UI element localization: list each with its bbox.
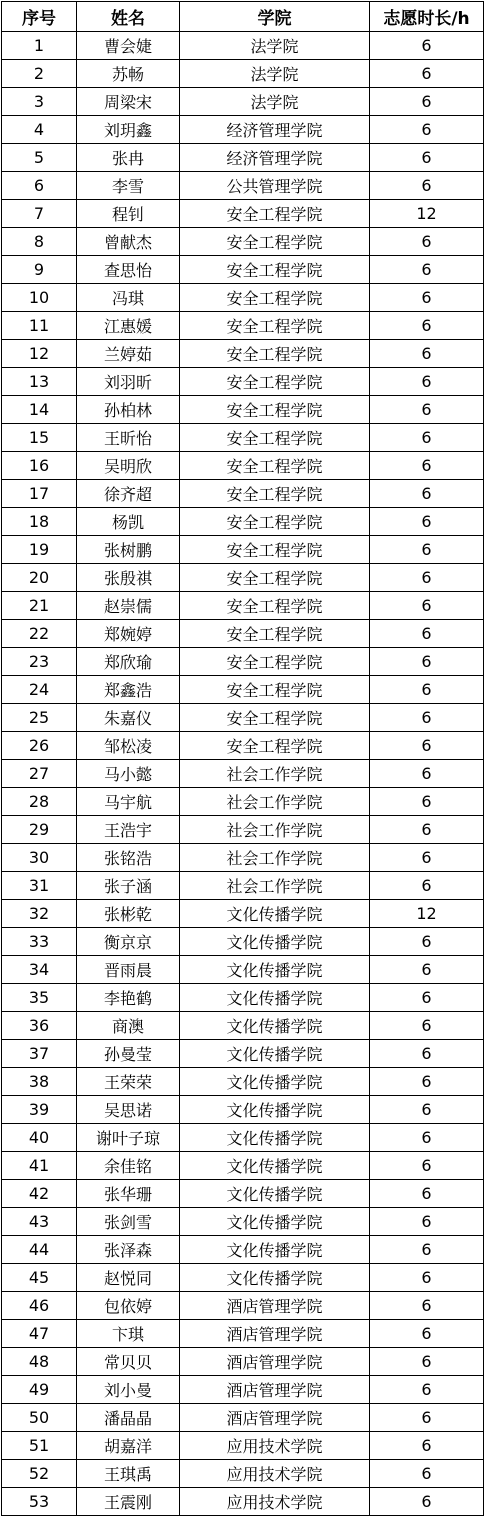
cell-hours: 6 bbox=[370, 396, 484, 424]
cell-name: 商澳 bbox=[77, 1012, 180, 1040]
cell-index: 45 bbox=[2, 1264, 77, 1292]
cell-index: 10 bbox=[2, 284, 77, 312]
cell-college: 文化传播学院 bbox=[180, 1012, 370, 1040]
cell-hours: 6 bbox=[370, 872, 484, 900]
cell-college: 安全工程学院 bbox=[180, 732, 370, 760]
cell-hours: 6 bbox=[370, 1068, 484, 1096]
cell-hours: 6 bbox=[370, 340, 484, 368]
cell-index: 4 bbox=[2, 116, 77, 144]
cell-college: 文化传播学院 bbox=[180, 1208, 370, 1236]
cell-index: 2 bbox=[2, 60, 77, 88]
cell-college: 经济管理学院 bbox=[180, 116, 370, 144]
cell-name: 吴明欣 bbox=[77, 452, 180, 480]
table-row bbox=[2, 1096, 484, 1124]
table-row bbox=[2, 256, 484, 284]
cell-index: 6 bbox=[2, 172, 77, 200]
cell-college: 社会工作学院 bbox=[180, 844, 370, 872]
cell-hours: 6 bbox=[370, 956, 484, 984]
cell-index: 28 bbox=[2, 788, 77, 816]
cell-college: 文化传播学院 bbox=[180, 1124, 370, 1152]
cell-college: 安全工程学院 bbox=[180, 480, 370, 508]
cell-name: 曾献杰 bbox=[77, 228, 180, 256]
cell-index: 24 bbox=[2, 676, 77, 704]
cell-hours: 6 bbox=[370, 368, 484, 396]
cell-college: 社会工作学院 bbox=[180, 816, 370, 844]
table-row bbox=[2, 900, 484, 928]
cell-hours: 6 bbox=[370, 1180, 484, 1208]
cell-name: 程钊 bbox=[77, 200, 180, 228]
cell-college: 社会工作学院 bbox=[180, 872, 370, 900]
table-row bbox=[2, 844, 484, 872]
cell-name: 张冉 bbox=[77, 144, 180, 172]
table-header bbox=[2, 2, 484, 32]
cell-hours: 6 bbox=[370, 1348, 484, 1376]
header-index: 序号 bbox=[2, 2, 77, 32]
cell-college: 文化传播学院 bbox=[180, 984, 370, 1012]
cell-name: 周梁宋 bbox=[77, 88, 180, 116]
table-row bbox=[2, 1152, 484, 1180]
cell-college: 酒店管理学院 bbox=[180, 1292, 370, 1320]
cell-college: 应用技术学院 bbox=[180, 1488, 370, 1516]
cell-index: 39 bbox=[2, 1096, 77, 1124]
cell-hours: 6 bbox=[370, 1264, 484, 1292]
cell-college: 安全工程学院 bbox=[180, 284, 370, 312]
cell-index: 51 bbox=[2, 1432, 77, 1460]
cell-college: 安全工程学院 bbox=[180, 704, 370, 732]
cell-index: 47 bbox=[2, 1320, 77, 1348]
table-row bbox=[2, 116, 484, 144]
table-row bbox=[2, 368, 484, 396]
cell-college: 安全工程学院 bbox=[180, 536, 370, 564]
table-row bbox=[2, 172, 484, 200]
cell-college: 安全工程学院 bbox=[180, 452, 370, 480]
table-row bbox=[2, 200, 484, 228]
table-row bbox=[2, 480, 484, 508]
table-row bbox=[2, 1236, 484, 1264]
cell-hours: 6 bbox=[370, 1236, 484, 1264]
cell-name: 郑欣瑜 bbox=[77, 648, 180, 676]
cell-hours: 12 bbox=[370, 200, 484, 228]
table-row bbox=[2, 704, 484, 732]
cell-index: 46 bbox=[2, 1292, 77, 1320]
cell-hours: 6 bbox=[370, 60, 484, 88]
cell-hours: 6 bbox=[370, 1292, 484, 1320]
cell-hours: 6 bbox=[370, 984, 484, 1012]
table-row bbox=[2, 732, 484, 760]
cell-college: 文化传播学院 bbox=[180, 1180, 370, 1208]
table-row bbox=[2, 60, 484, 88]
cell-index: 17 bbox=[2, 480, 77, 508]
cell-index: 27 bbox=[2, 760, 77, 788]
cell-college: 社会工作学院 bbox=[180, 760, 370, 788]
cell-hours: 6 bbox=[370, 312, 484, 340]
cell-index: 26 bbox=[2, 732, 77, 760]
cell-name: 刘羽昕 bbox=[77, 368, 180, 396]
cell-index: 44 bbox=[2, 1236, 77, 1264]
cell-name: 张子涵 bbox=[77, 872, 180, 900]
cell-hours: 6 bbox=[370, 676, 484, 704]
cell-index: 42 bbox=[2, 1180, 77, 1208]
cell-college: 安全工程学院 bbox=[180, 340, 370, 368]
cell-college: 酒店管理学院 bbox=[180, 1348, 370, 1376]
cell-hours: 6 bbox=[370, 1096, 484, 1124]
cell-hours: 6 bbox=[370, 1320, 484, 1348]
cell-name: 查思怡 bbox=[77, 256, 180, 284]
cell-name: 晋雨晨 bbox=[77, 956, 180, 984]
cell-college: 安全工程学院 bbox=[180, 676, 370, 704]
cell-name: 孙柏林 bbox=[77, 396, 180, 424]
table-row bbox=[2, 1124, 484, 1152]
cell-college: 文化传播学院 bbox=[180, 1264, 370, 1292]
cell-college: 安全工程学院 bbox=[180, 228, 370, 256]
cell-college: 应用技术学院 bbox=[180, 1460, 370, 1488]
cell-hours: 6 bbox=[370, 1012, 484, 1040]
table-row bbox=[2, 1348, 484, 1376]
cell-index: 3 bbox=[2, 88, 77, 116]
table-row bbox=[2, 508, 484, 536]
cell-name: 苏畅 bbox=[77, 60, 180, 88]
cell-index: 36 bbox=[2, 1012, 77, 1040]
table-row bbox=[2, 928, 484, 956]
table-row bbox=[2, 312, 484, 340]
table-row bbox=[2, 144, 484, 172]
cell-name: 潘晶晶 bbox=[77, 1404, 180, 1432]
table-row bbox=[2, 1012, 484, 1040]
table-row bbox=[2, 88, 484, 116]
cell-hours: 6 bbox=[370, 564, 484, 592]
cell-college: 公共管理学院 bbox=[180, 172, 370, 200]
cell-name: 曹会婕 bbox=[77, 32, 180, 60]
cell-name: 邹松凌 bbox=[77, 732, 180, 760]
cell-name: 徐齐超 bbox=[77, 480, 180, 508]
cell-index: 30 bbox=[2, 844, 77, 872]
cell-name: 胡嘉洋 bbox=[77, 1432, 180, 1460]
table-row bbox=[2, 424, 484, 452]
table-row bbox=[2, 452, 484, 480]
cell-name: 刘小曼 bbox=[77, 1376, 180, 1404]
cell-name: 江惠媛 bbox=[77, 312, 180, 340]
cell-name: 包依婷 bbox=[77, 1292, 180, 1320]
cell-name: 刘玥鑫 bbox=[77, 116, 180, 144]
cell-college: 文化传播学院 bbox=[180, 1096, 370, 1124]
table-row bbox=[2, 984, 484, 1012]
volunteer-hours-table bbox=[1, 1, 484, 1516]
cell-name: 王昕怡 bbox=[77, 424, 180, 452]
table-row bbox=[2, 564, 484, 592]
header-row bbox=[2, 2, 484, 32]
cell-index: 13 bbox=[2, 368, 77, 396]
table-row bbox=[2, 1432, 484, 1460]
header-name: 姓名 bbox=[77, 2, 180, 32]
cell-hours: 6 bbox=[370, 844, 484, 872]
table-row bbox=[2, 788, 484, 816]
cell-name: 谢叶子琼 bbox=[77, 1124, 180, 1152]
cell-hours: 6 bbox=[370, 592, 484, 620]
cell-hours: 6 bbox=[370, 172, 484, 200]
table-row bbox=[2, 1460, 484, 1488]
cell-name: 郑鑫浩 bbox=[77, 676, 180, 704]
cell-college: 文化传播学院 bbox=[180, 956, 370, 984]
cell-college: 安全工程学院 bbox=[180, 592, 370, 620]
table-row bbox=[2, 1404, 484, 1432]
cell-hours: 6 bbox=[370, 480, 484, 508]
table-row bbox=[2, 32, 484, 60]
cell-index: 41 bbox=[2, 1152, 77, 1180]
cell-hours: 6 bbox=[370, 1460, 484, 1488]
cell-name: 朱嘉仪 bbox=[77, 704, 180, 732]
table-row bbox=[2, 760, 484, 788]
cell-name: 衡京京 bbox=[77, 928, 180, 956]
cell-index: 22 bbox=[2, 620, 77, 648]
cell-hours: 6 bbox=[370, 424, 484, 452]
cell-name: 王浩宇 bbox=[77, 816, 180, 844]
table-body bbox=[2, 32, 484, 1516]
cell-hours: 6 bbox=[370, 508, 484, 536]
cell-college: 文化传播学院 bbox=[180, 1152, 370, 1180]
cell-name: 张殷祺 bbox=[77, 564, 180, 592]
cell-index: 43 bbox=[2, 1208, 77, 1236]
cell-hours: 6 bbox=[370, 648, 484, 676]
cell-hours: 6 bbox=[370, 760, 484, 788]
cell-name: 张铭浩 bbox=[77, 844, 180, 872]
cell-name: 赵崇儒 bbox=[77, 592, 180, 620]
cell-hours: 6 bbox=[370, 1152, 484, 1180]
cell-college: 安全工程学院 bbox=[180, 368, 370, 396]
cell-college: 社会工作学院 bbox=[180, 788, 370, 816]
cell-index: 52 bbox=[2, 1460, 77, 1488]
cell-index: 25 bbox=[2, 704, 77, 732]
cell-name: 赵悦同 bbox=[77, 1264, 180, 1292]
cell-hours: 6 bbox=[370, 704, 484, 732]
cell-name: 杨凯 bbox=[77, 508, 180, 536]
table-row bbox=[2, 1376, 484, 1404]
cell-hours: 6 bbox=[370, 452, 484, 480]
table-row bbox=[2, 1292, 484, 1320]
cell-index: 19 bbox=[2, 536, 77, 564]
cell-college: 安全工程学院 bbox=[180, 200, 370, 228]
cell-college: 安全工程学院 bbox=[180, 508, 370, 536]
cell-college: 应用技术学院 bbox=[180, 1432, 370, 1460]
cell-name: 卞琪 bbox=[77, 1320, 180, 1348]
cell-college: 酒店管理学院 bbox=[180, 1376, 370, 1404]
cell-hours: 6 bbox=[370, 1208, 484, 1236]
table-row bbox=[2, 284, 484, 312]
cell-name: 马小懿 bbox=[77, 760, 180, 788]
header-college: 学院 bbox=[180, 2, 370, 32]
cell-index: 21 bbox=[2, 592, 77, 620]
cell-name: 王荣荣 bbox=[77, 1068, 180, 1096]
cell-index: 7 bbox=[2, 200, 77, 228]
cell-hours: 12 bbox=[370, 900, 484, 928]
cell-index: 29 bbox=[2, 816, 77, 844]
cell-hours: 6 bbox=[370, 88, 484, 116]
cell-name: 冯琪 bbox=[77, 284, 180, 312]
cell-hours: 6 bbox=[370, 144, 484, 172]
cell-name: 余佳铭 bbox=[77, 1152, 180, 1180]
cell-index: 18 bbox=[2, 508, 77, 536]
cell-name: 张彬乾 bbox=[77, 900, 180, 928]
cell-index: 8 bbox=[2, 228, 77, 256]
table-row bbox=[2, 536, 484, 564]
cell-college: 文化传播学院 bbox=[180, 928, 370, 956]
cell-index: 53 bbox=[2, 1488, 77, 1516]
cell-index: 48 bbox=[2, 1348, 77, 1376]
cell-hours: 6 bbox=[370, 228, 484, 256]
cell-index: 5 bbox=[2, 144, 77, 172]
cell-name: 吴思诺 bbox=[77, 1096, 180, 1124]
table-row bbox=[2, 676, 484, 704]
cell-index: 9 bbox=[2, 256, 77, 284]
header-hours: 志愿时长/h bbox=[370, 2, 484, 32]
cell-name: 张树鹏 bbox=[77, 536, 180, 564]
cell-name: 孙曼莹 bbox=[77, 1040, 180, 1068]
table-row bbox=[2, 956, 484, 984]
cell-hours: 6 bbox=[370, 256, 484, 284]
table-row bbox=[2, 620, 484, 648]
cell-index: 34 bbox=[2, 956, 77, 984]
table-row bbox=[2, 1180, 484, 1208]
table-row bbox=[2, 592, 484, 620]
cell-college: 酒店管理学院 bbox=[180, 1404, 370, 1432]
cell-name: 李雪 bbox=[77, 172, 180, 200]
cell-index: 16 bbox=[2, 452, 77, 480]
cell-college: 文化传播学院 bbox=[180, 900, 370, 928]
cell-hours: 6 bbox=[370, 928, 484, 956]
cell-college: 安全工程学院 bbox=[180, 424, 370, 452]
cell-index: 37 bbox=[2, 1040, 77, 1068]
cell-college: 安全工程学院 bbox=[180, 256, 370, 284]
table-row bbox=[2, 1040, 484, 1068]
cell-hours: 6 bbox=[370, 32, 484, 60]
cell-hours: 6 bbox=[370, 620, 484, 648]
table-row bbox=[2, 816, 484, 844]
cell-college: 文化传播学院 bbox=[180, 1040, 370, 1068]
cell-name: 马宇航 bbox=[77, 788, 180, 816]
cell-name: 张剑雪 bbox=[77, 1208, 180, 1236]
cell-hours: 6 bbox=[370, 1404, 484, 1432]
cell-index: 38 bbox=[2, 1068, 77, 1096]
table-row bbox=[2, 1208, 484, 1236]
cell-college: 法学院 bbox=[180, 32, 370, 60]
cell-hours: 6 bbox=[370, 1488, 484, 1516]
cell-college: 安全工程学院 bbox=[180, 648, 370, 676]
cell-college: 文化传播学院 bbox=[180, 1068, 370, 1096]
cell-hours: 6 bbox=[370, 116, 484, 144]
table-row bbox=[2, 1264, 484, 1292]
cell-hours: 6 bbox=[370, 732, 484, 760]
table-row bbox=[2, 396, 484, 424]
cell-index: 11 bbox=[2, 312, 77, 340]
cell-name: 常贝贝 bbox=[77, 1348, 180, 1376]
cell-name: 王琪禹 bbox=[77, 1460, 180, 1488]
cell-college: 安全工程学院 bbox=[180, 312, 370, 340]
cell-hours: 6 bbox=[370, 788, 484, 816]
cell-hours: 6 bbox=[370, 284, 484, 312]
cell-college: 文化传播学院 bbox=[180, 1236, 370, 1264]
cell-name: 张泽森 bbox=[77, 1236, 180, 1264]
cell-index: 35 bbox=[2, 984, 77, 1012]
cell-college: 安全工程学院 bbox=[180, 564, 370, 592]
cell-index: 49 bbox=[2, 1376, 77, 1404]
cell-index: 12 bbox=[2, 340, 77, 368]
cell-college: 经济管理学院 bbox=[180, 144, 370, 172]
cell-index: 31 bbox=[2, 872, 77, 900]
cell-index: 15 bbox=[2, 424, 77, 452]
cell-index: 40 bbox=[2, 1124, 77, 1152]
table-row bbox=[2, 1320, 484, 1348]
cell-name: 王震刚 bbox=[77, 1488, 180, 1516]
table-row bbox=[2, 340, 484, 368]
cell-index: 50 bbox=[2, 1404, 77, 1432]
table-row bbox=[2, 1488, 484, 1516]
cell-index: 33 bbox=[2, 928, 77, 956]
cell-hours: 6 bbox=[370, 816, 484, 844]
table-row bbox=[2, 1068, 484, 1096]
table-row bbox=[2, 228, 484, 256]
cell-name: 张华珊 bbox=[77, 1180, 180, 1208]
cell-index: 20 bbox=[2, 564, 77, 592]
cell-name: 郑婉婷 bbox=[77, 620, 180, 648]
cell-name: 李艳鹤 bbox=[77, 984, 180, 1012]
cell-hours: 6 bbox=[370, 1376, 484, 1404]
cell-hours: 6 bbox=[370, 536, 484, 564]
cell-name: 兰婷茹 bbox=[77, 340, 180, 368]
cell-hours: 6 bbox=[370, 1124, 484, 1152]
cell-college: 安全工程学院 bbox=[180, 396, 370, 424]
cell-college: 安全工程学院 bbox=[180, 620, 370, 648]
cell-index: 32 bbox=[2, 900, 77, 928]
cell-college: 酒店管理学院 bbox=[180, 1320, 370, 1348]
cell-hours: 6 bbox=[370, 1432, 484, 1460]
table-row bbox=[2, 648, 484, 676]
cell-index: 14 bbox=[2, 396, 77, 424]
cell-index: 1 bbox=[2, 32, 77, 60]
cell-college: 法学院 bbox=[180, 60, 370, 88]
cell-college: 法学院 bbox=[180, 88, 370, 116]
cell-index: 23 bbox=[2, 648, 77, 676]
cell-hours: 6 bbox=[370, 1040, 484, 1068]
table-row bbox=[2, 872, 484, 900]
